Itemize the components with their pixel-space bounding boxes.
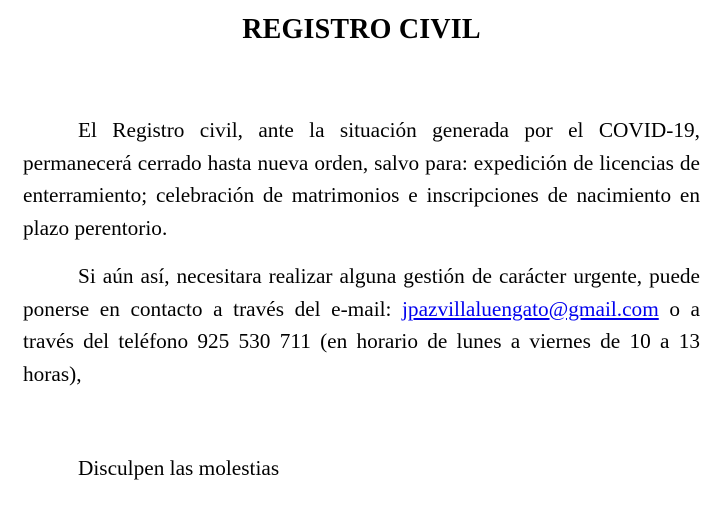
paragraph-contact-info	[23, 260, 700, 390]
contact-text-phone: o a través del teléfono 925 530 711 (en horario de lunes a viernes de 10 a 13 horas),	[23, 296, 700, 386]
contact-text-lead: Si aún así, necesitara realizar alguna gestión de carácter urgente, puede ponerse en contacto a través del e-mail:	[23, 264, 700, 321]
closing-line: Disculpen las molestias	[78, 456, 280, 480]
paragraph-closure-notice: El Registro civil, ante la situación generada por el COVID-19, permanecerá cerrado hasta nueva orden, salvo para: expedición de licencias de enterramiento; celebración de matrimonios e inscripciones de nacimiento en plazo perentorio.	[23, 118, 700, 240]
email-link[interactable]: jpazvillaluengato@gmail.com	[402, 296, 659, 321]
document-title: REGISTRO CIVIL	[242, 14, 481, 45]
